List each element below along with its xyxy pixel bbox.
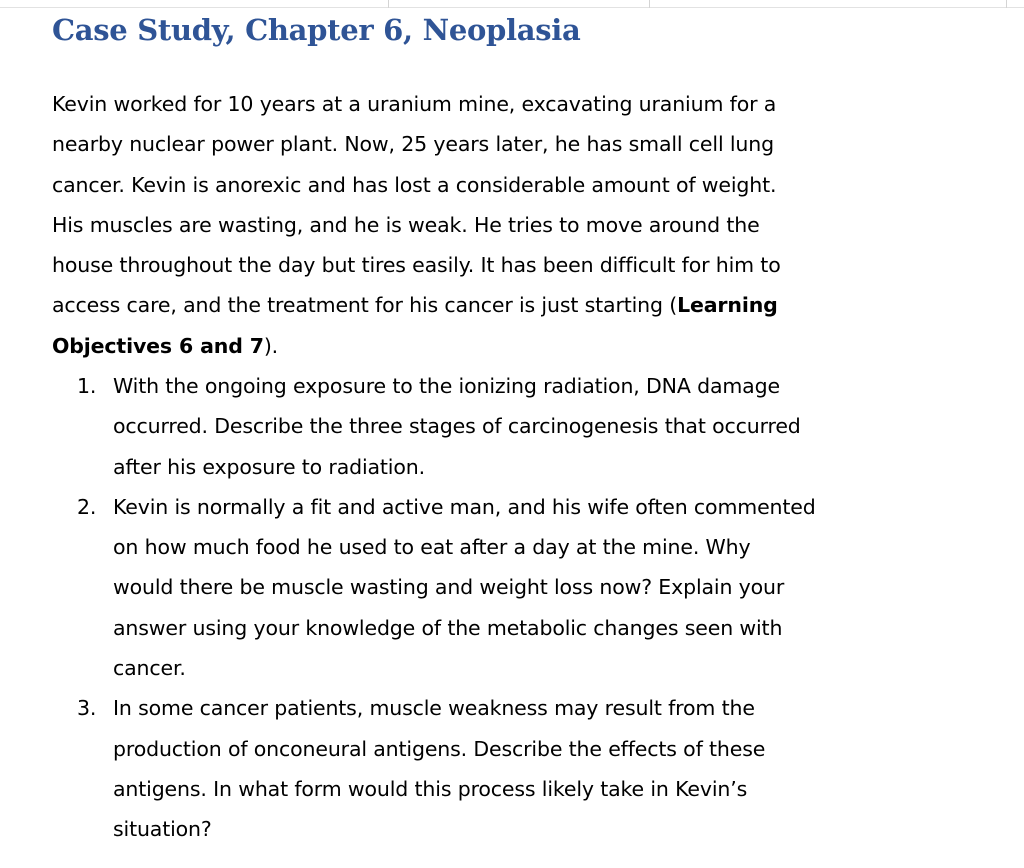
text-segment: access care, and the treatment for his cancer is just starting (	[52, 293, 678, 318]
question-item-1	[52, 366, 952, 487]
question-line: answer using your knowledge of the metabolic changes seen with	[113, 615, 783, 640]
text-line: His muscles are wasting, and he is weak. He tries to move around the	[52, 212, 760, 237]
tab-divider	[649, 0, 650, 8]
question-line: situation?	[113, 817, 212, 842]
text-line	[52, 326, 872, 366]
question-line: production of onconeural antigens. Describe the effects of these	[113, 736, 766, 761]
question-number: 2.	[77, 494, 97, 519]
text-line	[52, 285, 872, 325]
top-toolbar-edge	[0, 0, 1024, 8]
question-line: on how much food he used to eat after a day at the mine. Why	[113, 535, 751, 560]
text-line: house throughout the day but tires easily. It has been difficult for him to	[52, 253, 781, 278]
question-line: after his exposure to radiation.	[113, 454, 425, 479]
case-description	[52, 84, 872, 366]
text-segment: ).	[263, 333, 279, 358]
question-number: 1.	[77, 374, 97, 398]
text-line: cancer. Kevin is anorexic and has lost a considerable amount of weight.	[52, 172, 777, 197]
question-line: In some cancer patients, muscle weakness may result from the	[113, 696, 755, 721]
question-line: antigens. In what form would this process likely take in Kevin’s	[113, 776, 748, 801]
text-line: Kevin worked for 10 years at a uranium mine, excavating uranium for a	[52, 92, 777, 116]
question-line: cancer.	[113, 656, 186, 681]
text-line: nearby nuclear power plant. Now, 25 years later, he has small cell lung	[52, 132, 774, 157]
learning-objectives-ref: Objectives 6 and 7	[52, 333, 264, 358]
learning-objectives-ref: Learning	[677, 293, 778, 318]
question-item-3	[52, 688, 952, 849]
question-number: 3.	[77, 696, 97, 721]
tab-divider	[388, 0, 389, 8]
question-line: would there be muscle wasting and weight loss now? Explain your	[113, 575, 785, 600]
page-title: Case Study, Chapter 6, Neoplasia	[52, 13, 581, 47]
question-line: Kevin is normally a fit and active man, and his wife often commented	[113, 494, 816, 519]
question-item-2	[52, 487, 952, 688]
question-line: occurred. Describe the three stages of carcinogenesis that occurred	[113, 414, 801, 439]
question-list	[52, 366, 952, 850]
tab-divider	[1006, 0, 1007, 8]
question-line: With the ongoing exposure to the ionizing radiation, DNA damage	[113, 374, 780, 398]
